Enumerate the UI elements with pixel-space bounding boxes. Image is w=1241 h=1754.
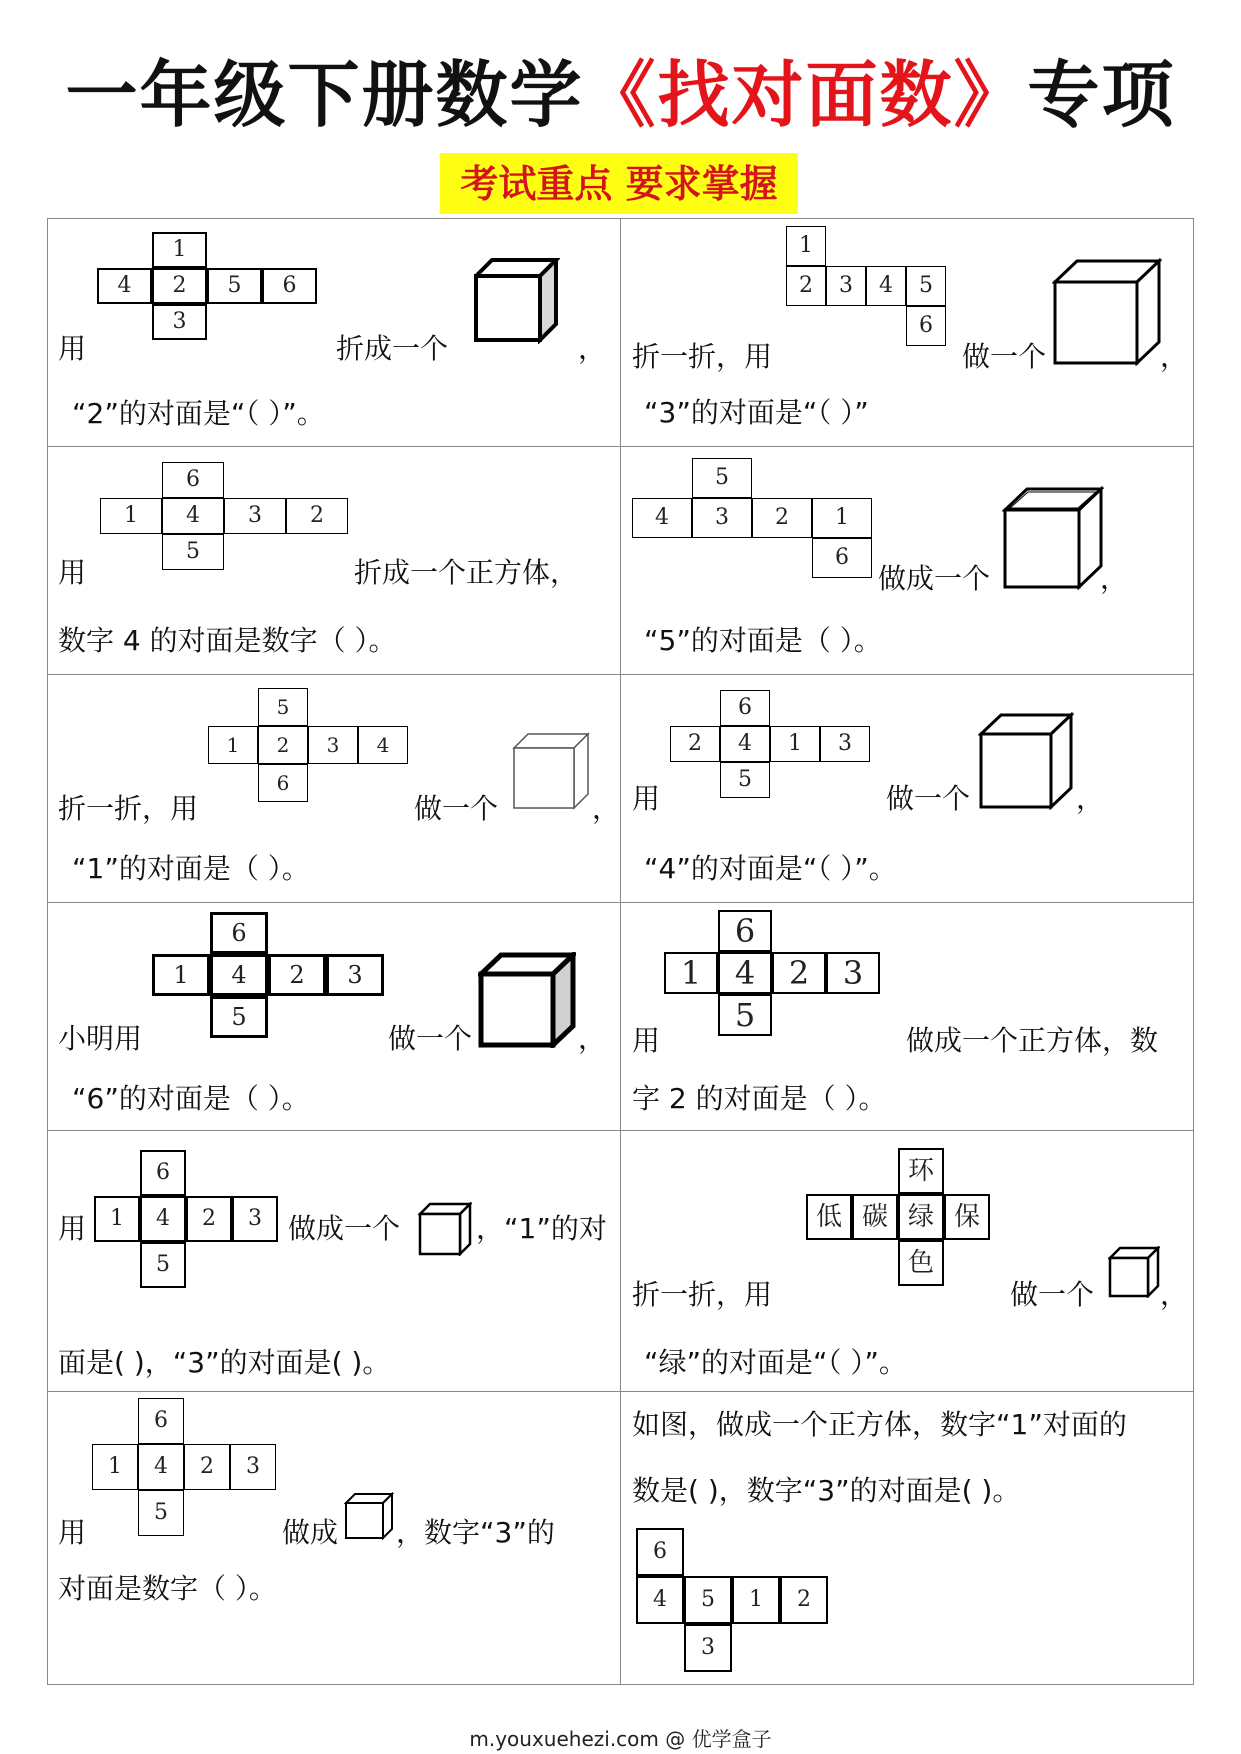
q12-net-cell: 3 xyxy=(684,1624,732,1672)
q11-text-c: ，数字“3”的 xyxy=(396,1516,555,1549)
q3-net-cell: 3 xyxy=(224,498,286,534)
q10-text-c: ， xyxy=(1160,1278,1189,1311)
q10-text-b: 做一个 xyxy=(1010,1278,1095,1311)
q7-question: “6”的对面是（ ）。 xyxy=(72,1082,310,1115)
q4-net-cell: 1 xyxy=(812,498,872,538)
q7-cube-icon xyxy=(478,952,576,1048)
q2-text-a: 折一折，用 xyxy=(632,340,773,373)
q8-net-cell: 2 xyxy=(772,952,826,994)
q6-net-cell: 1 xyxy=(770,726,820,762)
q10-cube-icon xyxy=(1108,1246,1160,1298)
q6-text-b: 做一个 xyxy=(886,782,971,815)
q3-net-cell: 6 xyxy=(162,462,224,498)
q1-question: “2”的对面是“（ ）”。 xyxy=(72,397,325,430)
q4-cube-icon xyxy=(1002,486,1104,590)
q8-question: 字 2 的对面是（ ）。 xyxy=(632,1082,887,1115)
highlight-badge: 考试重点 要求掌握 xyxy=(440,153,798,214)
q5-text-c: ， xyxy=(592,792,621,825)
q4-net-cell: 6 xyxy=(812,538,872,578)
q1-cube-icon xyxy=(474,258,560,344)
q6-question: “4”的对面是“（ ）”。 xyxy=(644,852,897,885)
row-divider xyxy=(47,674,1194,675)
q11-net-cell: 5 xyxy=(138,1490,184,1536)
q8-net-cell: 6 xyxy=(718,910,772,952)
q5-net-cell: 5 xyxy=(258,688,308,726)
q9-net-cell: 5 xyxy=(140,1242,186,1288)
grid-divider xyxy=(620,218,621,1685)
q11-net-cell: 1 xyxy=(92,1444,138,1490)
q1-text-b: 折成一个 xyxy=(336,332,449,365)
q6-net-cell: 6 xyxy=(720,690,770,726)
q8-net-cell: 5 xyxy=(718,994,772,1036)
q2-net-cell: 1 xyxy=(786,226,826,266)
q7-text-b: 做一个 xyxy=(388,1022,473,1055)
q12-net-cell: 2 xyxy=(780,1576,828,1624)
q9-text-a: 用 xyxy=(58,1212,87,1245)
q6-net-cell: 5 xyxy=(720,762,770,798)
q5-net-cell: 2 xyxy=(258,726,308,764)
q11-net-cell: 4 xyxy=(138,1444,184,1490)
q6-text-c: ， xyxy=(1076,782,1105,815)
q8-net-cell: 3 xyxy=(826,952,880,994)
q3-text-a: 用 xyxy=(58,556,87,589)
q9-net-cell: 2 xyxy=(186,1196,232,1242)
q11-net-cell: 2 xyxy=(184,1444,230,1490)
q1-net-cell: 4 xyxy=(97,268,152,304)
q9-text-c: ，“1”的对 xyxy=(476,1212,607,1245)
q3-text-b: 折成一个正方体， xyxy=(354,556,579,589)
q6-text-a: 用 xyxy=(632,782,661,815)
q9-net-cell: 3 xyxy=(232,1196,278,1242)
q11-question: 对面是数字（ ）。 xyxy=(58,1572,277,1605)
q2-question: “3”的对面是“（ ）” xyxy=(644,396,869,429)
q12-net-cell: 1 xyxy=(732,1576,780,1624)
q9-question: 面是( )，“3”的对面是( )。 xyxy=(58,1346,391,1379)
q10-net-cell: 碳 xyxy=(852,1194,898,1240)
q3-net-cell: 4 xyxy=(162,498,224,534)
q9-net-cell: 4 xyxy=(140,1196,186,1242)
q5-cube-icon xyxy=(512,732,590,810)
q1-net-cell: 1 xyxy=(152,232,207,268)
title-part-2: 《找对面数》 xyxy=(583,53,1028,137)
q6-net-cell: 2 xyxy=(670,726,720,762)
q1-net-cell: 2 xyxy=(152,268,207,304)
q7-net-cell: 1 xyxy=(152,954,210,996)
q7-net-cell: 2 xyxy=(268,954,326,996)
q12-net-cell: 4 xyxy=(636,1576,684,1624)
q10-net-cell: 环 xyxy=(898,1148,944,1194)
q4-net-cell: 5 xyxy=(692,458,752,498)
q4-question: “5”的对面是（ ）。 xyxy=(644,624,882,657)
page-title xyxy=(0,52,1241,138)
q10-text-a: 折一折，用 xyxy=(632,1278,773,1311)
q5-text-a: 折一折，用 xyxy=(58,792,199,825)
q2-net-cell: 2 xyxy=(786,266,826,306)
q4-text-a: 做成一个 xyxy=(878,562,991,595)
q1-net-cell: 5 xyxy=(207,268,262,304)
q9-text-b: 做成一个 xyxy=(288,1212,401,1245)
q11-net-cell: 6 xyxy=(138,1398,184,1444)
q8-net-cell: 1 xyxy=(664,952,718,994)
q8-net-cell: 4 xyxy=(718,952,772,994)
q2-net-cell: 6 xyxy=(906,306,946,346)
q1-net-cell: 6 xyxy=(262,268,317,304)
q1-text-c: ， xyxy=(578,332,607,365)
q1-net-cell: 3 xyxy=(152,304,207,340)
q10-net-cell: 绿 xyxy=(898,1194,944,1240)
q7-net-cell: 5 xyxy=(210,996,268,1038)
q6-net-cell: 3 xyxy=(820,726,870,762)
q10-net-cell: 色 xyxy=(898,1240,944,1286)
q3-net-cell: 2 xyxy=(286,498,348,534)
q9-net-cell: 1 xyxy=(94,1196,140,1242)
q4-text-b: ， xyxy=(1100,562,1129,595)
row-divider xyxy=(47,1391,1194,1392)
q12-question-line-1: 如图，做成一个正方体，数字“1”对面的 xyxy=(632,1408,1127,1441)
q12-net-cell: 5 xyxy=(684,1576,732,1624)
q7-net-cell: 4 xyxy=(210,954,268,996)
q12-question-line-2: 数是( )，数字“3”的对面是( )。 xyxy=(632,1474,1021,1507)
q6-net-cell: 4 xyxy=(720,726,770,762)
title-part-3: 专项 xyxy=(1027,53,1176,137)
q7-text-a: 小明用 xyxy=(58,1022,143,1055)
q7-text-c: ， xyxy=(578,1022,607,1055)
q5-question: “1”的对面是（ ）。 xyxy=(72,852,310,885)
q9-net-cell: 6 xyxy=(140,1150,186,1196)
q6-cube-icon xyxy=(978,712,1074,810)
q2-net-cell: 5 xyxy=(906,266,946,306)
q11-text-b: 做成 xyxy=(282,1516,339,1549)
row-divider xyxy=(47,446,1194,447)
q10-net-cell: 保 xyxy=(944,1194,990,1240)
q2-text-c: ， xyxy=(1160,340,1189,373)
q3-net-cell: 1 xyxy=(100,498,162,534)
q7-net-cell: 6 xyxy=(210,912,268,954)
q5-net-cell: 1 xyxy=(208,726,258,764)
q4-net-cell: 3 xyxy=(692,498,752,538)
q9-cube-icon xyxy=(418,1202,472,1256)
q3-question: 数字 4 的对面是数字（ ）。 xyxy=(58,624,397,657)
q11-net-cell: 3 xyxy=(230,1444,276,1490)
q11-text-a: 用 xyxy=(58,1516,87,1549)
q12-net-cell: 6 xyxy=(636,1528,684,1576)
q4-net-cell: 2 xyxy=(752,498,812,538)
q10-question: “绿”的对面是“（ ）”。 xyxy=(644,1346,907,1379)
q2-net-cell: 4 xyxy=(866,266,906,306)
q8-text-a: 用 xyxy=(632,1024,661,1057)
q7-net-cell: 3 xyxy=(326,954,384,996)
q10-net-cell: 低 xyxy=(806,1194,852,1240)
q4-net-cell: 4 xyxy=(632,498,692,538)
q8-text-b: 做成一个正方体，数 xyxy=(906,1024,1159,1057)
q3-net-cell: 5 xyxy=(162,534,224,570)
row-divider xyxy=(47,902,1194,903)
q2-cube-icon xyxy=(1052,258,1162,366)
q2-text-b: 做一个 xyxy=(962,340,1047,373)
q2-net-cell: 3 xyxy=(826,266,866,306)
q5-net-cell: 4 xyxy=(358,726,408,764)
row-divider xyxy=(47,1130,1194,1131)
q5-text-b: 做一个 xyxy=(414,792,499,825)
title-part-1: 一年级下册数学 xyxy=(65,53,584,137)
footer-source: m.youxuehezi.com @ 优学盒子 xyxy=(469,1727,772,1751)
q11-cube-icon xyxy=(344,1492,394,1540)
q5-net-cell: 3 xyxy=(308,726,358,764)
q1-text-a: 用 xyxy=(58,332,87,365)
q5-net-cell: 6 xyxy=(258,764,308,802)
